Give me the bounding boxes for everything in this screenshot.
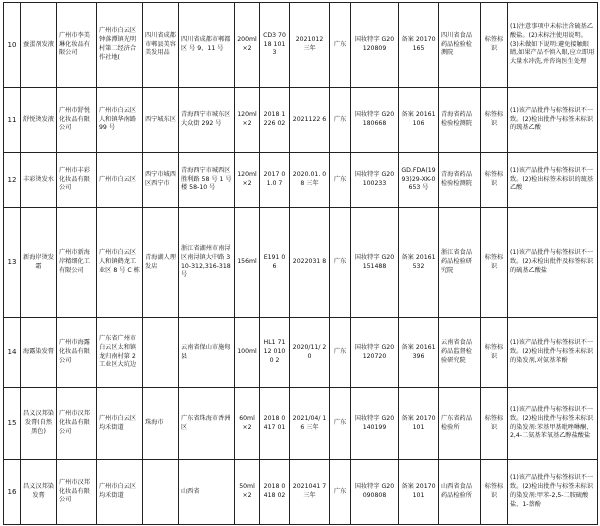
specification: 120ml ×2 — [235, 88, 260, 153]
row-number: 10 — [4, 3, 21, 88]
row-number: 15 — [4, 388, 21, 460]
product-name: 蚕蛋剂发液 — [21, 3, 57, 88]
inspection-result: (1)该产品批件与标签标识不一致。(2)检出批件与标签未标识的染发剂,对氨基苯酚 — [508, 318, 598, 388]
batch-number: HL1 7112 0100 2 — [260, 318, 290, 388]
approval-number: 备案 20170165 — [399, 3, 439, 88]
row-number: 16 — [4, 460, 21, 525]
inspection-agency: 青海省药品检验检测院 — [439, 153, 481, 208]
inspection-result: (1)该产品批件与标签标识不一致。(2)检出批件与标签未标识的巯基乙酸 — [508, 88, 598, 153]
inspection-agency: 云南省食品药品监督检验研究院 — [439, 318, 481, 388]
seller: 珠海市 — [143, 388, 179, 460]
inspection-result: (1)注意事项中未标注含硫基乙酸盐。(2)未标注使用说明。(3)未做如下说明:避免接触眼睛,如果产品不慎入眼,应立即用大量水冲洗,并咨询医生处理 — [508, 3, 598, 88]
production-date: 2020/11/ 20 — [290, 318, 330, 388]
production-date: 2021122 6 — [290, 88, 330, 153]
origin: 广东 — [330, 318, 351, 388]
inspection-result: (1)该产品批件与标签标识不一致。(2)未检出批件及标签标识的硫基乙酸盐 — [508, 208, 598, 318]
violation-category: 标签标识 — [481, 3, 508, 88]
approval-number: 备案 20170101 — [399, 388, 439, 460]
batch-number: CD3 7018 1013 — [260, 3, 290, 88]
manufacturer-address: 广州市白云区人和镇华南路 99 号 — [97, 88, 143, 153]
seller-address: 山西省 — [179, 460, 235, 525]
product-name: 昌义汉邦染发膏 — [21, 460, 57, 525]
product-name: 海露染发膏 — [21, 318, 57, 388]
license-number: 国妆特字 G20140199 — [351, 388, 399, 460]
product-name: 昌义汉邦染发膏(自然黑色) — [21, 388, 57, 460]
applicant: 广州市海露化妆品有限公司 — [57, 318, 97, 388]
origin: 广东 — [330, 208, 351, 318]
applicant: 广州市汉邦化妆品有限公司 — [57, 460, 97, 525]
violation-category: 标签标识 — [481, 460, 508, 525]
row-number: 14 — [4, 318, 21, 388]
inspection-result: (1)该产品批件与标签标识不一致。(2)检出批件与标签未标识的染发剂:苯基甲基吡唑啉酮、2,4-二氨基苯氧基乙醇盐酸盐 — [508, 388, 598, 460]
batch-number: 2018 1226 02 — [260, 88, 290, 153]
specification: 120ml ×2 — [235, 153, 260, 208]
violation-category: 标签标识 — [481, 153, 508, 208]
inspection-agency: 浙江省食品药品检验研究院 — [439, 208, 481, 318]
seller — [143, 460, 179, 525]
applicant: 广州市新海岸精细化工有限公司 — [57, 208, 97, 318]
manufacturer-address: 广州市白云区均禾街道 — [97, 460, 143, 525]
approval-number: 备案 20161532 — [399, 208, 439, 318]
inspection-agency: 四川省食品药品检验检测院 — [439, 3, 481, 88]
production-date: 2021041 7 三年 — [290, 460, 330, 525]
seller: 四川省成都市郫县美容美发用品 — [143, 3, 179, 88]
production-date: 2022031 8 — [290, 208, 330, 318]
batch-number: 2017 01.0 7 — [260, 153, 290, 208]
license-number: 国妆特字 G20090808 — [351, 460, 399, 525]
seller-address: 广东省珠海市香洲区 — [179, 388, 235, 460]
seller: 青海湖人理发店 — [143, 208, 179, 318]
table-row — [4, 460, 598, 525]
table-row — [4, 208, 598, 318]
product-name: 丰彩烫发水 — [21, 153, 57, 208]
manufacturer-address: 广州市白云区人和镇鹤龙工业区 8 号 C 栋 — [97, 208, 143, 318]
origin: 广东 — [330, 88, 351, 153]
inspection-result: (1)该产品批件与标签标识不一致。(2)检出标签未标识的巯基乙酸 — [508, 153, 598, 208]
license-number: 国妆特字 G20120809 — [351, 3, 399, 88]
seller: 西宁城东区 — [143, 88, 179, 153]
violation-category: 标签标识 — [481, 388, 508, 460]
applicant: 广州市汉邦化妆品有限公司 — [57, 388, 97, 460]
approval-number: 备案 20161396 — [399, 318, 439, 388]
seller-address: 四川省成都市郫都区 号 9、11 号 — [179, 3, 235, 88]
specification: 50ml ×2 — [235, 460, 260, 525]
manufacturer-address: 广东省广州市白云区太和镇龙归南村第 2 工业区大坑边 — [97, 318, 143, 388]
inspection-agency: 山西省食品药品检验所 — [439, 460, 481, 525]
batch-number: 2018 0418 02 — [260, 460, 290, 525]
inspection-agency: 广东省药品检验所 — [439, 388, 481, 460]
seller-address: 浙江省湖州市南浔区南浔镇大中路 310-312,316-318 号 — [179, 208, 235, 318]
production-date: 2021012 三年 — [290, 3, 330, 88]
product-name: 新海岸烫发霜 — [21, 208, 57, 318]
table-row — [4, 153, 598, 208]
seller — [143, 318, 179, 388]
approval-number: GD.FDA(1993)29-XK-0653 号 — [399, 153, 439, 208]
violation-category: 标签标识 — [481, 208, 508, 318]
batch-number: 2018 0417 01 — [260, 388, 290, 460]
product-name: 舒悦烫发液 — [21, 88, 57, 153]
specification: 200ml ×2 — [235, 3, 260, 88]
violation-category: 标签标识 — [481, 318, 508, 388]
specification: 156ml — [235, 208, 260, 318]
inspection-result: (1)该产品批件与标签标识不一致。(2)检出批件与标签未标识的染发剂:甲苯-2,5-二胺硫酸盐、1-萘酚 — [508, 460, 598, 525]
inspection-agency: 青海省药品检验检测院 — [439, 88, 481, 153]
license-number: 国妆特字 G20151488 — [351, 208, 399, 318]
manufacturer-address: 广州市白云区均禾街道 — [97, 388, 143, 460]
seller-address: 青海西宁市城东区大众街 292 号 — [179, 88, 235, 153]
table-row — [4, 3, 598, 88]
spot-check-table — [3, 2, 598, 525]
seller-address: 青海西宁市城西区胜利路 58 号 1 号楼 58-10 号 — [179, 153, 235, 208]
license-number: 国妆特字 G20100233 — [351, 153, 399, 208]
table-row — [4, 318, 598, 388]
row-number: 12 — [4, 153, 21, 208]
origin: 广东 — [330, 388, 351, 460]
applicant: 广州市舒悦化妆品有限公司 — [57, 88, 97, 153]
origin: 广东 — [330, 460, 351, 525]
applicant: 广州市丰彩化妆品有限公司 — [57, 153, 97, 208]
table-row — [4, 388, 598, 460]
approval-number: 备案 20170101 — [399, 460, 439, 525]
violation-category: 标签标识 — [481, 88, 508, 153]
license-number: 国妆特字 G20180668 — [351, 88, 399, 153]
approval-number: 备案 20161106 — [399, 88, 439, 153]
manufacturer-address: 广州市白云区钟落潭镇光明村第二经济合作社地( — [97, 3, 143, 88]
row-number: 11 — [4, 88, 21, 153]
manufacturer-address: 广州市白云区 — [97, 153, 143, 208]
origin: 广东 — [330, 3, 351, 88]
row-number: 13 — [4, 208, 21, 318]
applicant: 广州市李美琳化妆品有限公司 — [57, 3, 97, 88]
production-date: 2020.01. 08 三年 — [290, 153, 330, 208]
specification: 100ml — [235, 318, 260, 388]
specification: 60ml ×2 — [235, 388, 260, 460]
table-row — [4, 88, 598, 153]
origin: 广东 — [330, 153, 351, 208]
seller-address: 云南省保山市施甸县 — [179, 318, 235, 388]
production-date: 2021/04/ 16 三年 — [290, 388, 330, 460]
license-number: 国妆特字 G20120720 — [351, 318, 399, 388]
seller: 西宁市城西区西宁市 — [143, 153, 179, 208]
batch-number: E191 06 — [260, 208, 290, 318]
